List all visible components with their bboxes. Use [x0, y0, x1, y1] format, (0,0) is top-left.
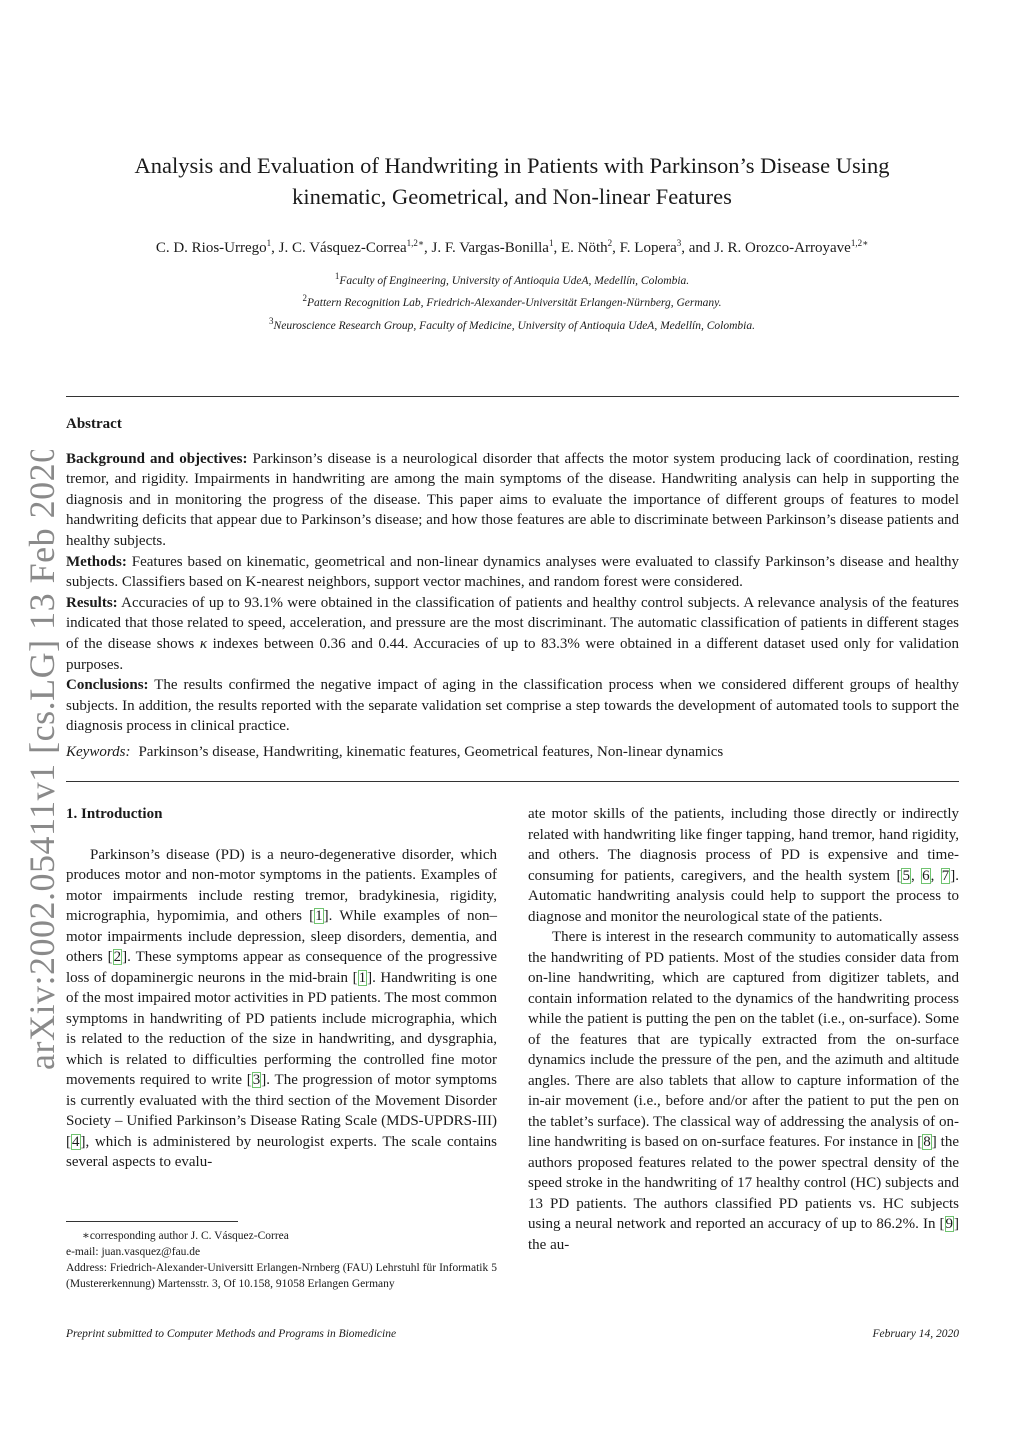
text-run: . These symptoms appear as consequence of the progressive loss of dopaminergic neurons in the mid-brain — [66, 949, 497, 986]
text-run: . Automatic handwriting analysis could help to support the process to diagnose and monitor the neurological state of the patients. — [528, 867, 960, 925]
abstract-bottom-rule — [66, 781, 959, 782]
text-run: There is interest in the research community to automatically assess the handwriting of PD patients. Most of the studies consider data from on-line handwriting, which are captured from digitizer tablets, and contain information related to the dynamics of the handwriting process while the patient is putting the pen on the tablet (i.e., on-surface). Some of the features that are typically extracted from the on-surface dynamics include the pressure of the pen, and the azimuth and altitude angles. There are also tablets that allow to capture information of the in-air movement (i.e., before and/or after the patient to put the pen on the tablet’s surface). The classical way of addressing the analysis of on-line handwriting is based on on-surface features. For instance in — [528, 929, 959, 1150]
affiliation — [66, 268, 958, 290]
text-run: ate motor skills of the patients, including those directly or indirectly related with handwriting like finger tapping, hand tremor, hand rigidity, and others. The diagnosis process of PD is expensive and time-consuming for patients, caregivers, and the health system — [528, 806, 959, 884]
abstract-methods — [66, 552, 959, 593]
footnotes — [66, 1228, 497, 1292]
keywords-label: Keywords: — [66, 744, 131, 760]
right-column — [528, 804, 959, 1255]
citation-link[interactable]: 5 — [902, 867, 910, 884]
footer-preprint-note: Preprint submitted to Computer Methods and Programs in Biomedicine — [66, 1328, 397, 1340]
abstract-top-rule — [66, 396, 959, 397]
author-affil-sup: 1 — [266, 238, 272, 248]
author-list — [66, 238, 958, 257]
paper-title — [66, 150, 958, 212]
footer-date: February 14, 2020 — [872, 1328, 959, 1340]
citation-link[interactable]: 8 — [923, 1134, 931, 1150]
author: J. C. Vásquez-Correa — [278, 240, 407, 256]
affiliation-sup: 3 — [269, 315, 274, 326]
title-line-1: Analysis and Evaluation of Handwriting in Patients with Parkinson’s Disease Using — [134, 153, 890, 178]
affiliation-text: Faculty of Engineering, University of Antioquia UdeA, Medellín, Colombia. — [339, 274, 690, 287]
abstract-conclusions — [66, 675, 959, 737]
abstract — [66, 414, 959, 737]
affiliation-text: Pattern Recognition Lab, Friedrich-Alexander-Universität Erlangen-Nürnberg, Germany. — [306, 297, 722, 310]
text-run: , which is administered by neurologist experts. The scale contains several aspects to evalu- — [66, 1133, 497, 1170]
author-affil-sup: 1,2∗ — [850, 238, 869, 248]
arxiv-side-stamp — [14, 450, 66, 1070]
text-run: . The progression of motor symptoms is currently evaluated with the third section of the Movement Disorder Society – Unified Parkinson’s Disease Rating Scale (MDS-UPDRS-III) — [66, 1072, 497, 1129]
page-footer — [66, 1328, 959, 1340]
background-text: Parkinson’s disease is a neurological disorder that affects the motor system producing lack of coordination, resting tremor, and rigidity. Impairments in handwriting are among the main symptoms of the disease. Handwriting analysis can help in supporting the diagnosis and in monitoring the progress of the disease. This paper aims to evaluate the importance of different groups of features to model handwriting deficits that appear due to Parkinson’s disease; and how those features are able to discriminate between Parkinson’s disease patients and healthy subjects. — [66, 450, 959, 549]
affiliation — [66, 290, 958, 312]
author: C. D. Rios-Urrego — [155, 240, 267, 256]
author-affil-sup: 2 — [607, 238, 613, 248]
author: J. F. Vargas-Bonilla — [431, 240, 549, 256]
affiliation-text: Neuroscience Research Group, Faculty of Medicine, University of Antioquia UdeA, Medellín, Colombia. — [273, 319, 755, 332]
affiliation-sup: 2 — [302, 293, 307, 304]
author: F. Lopera — [619, 240, 677, 256]
results-text: indexes between 0.36 and 0.44. Accuracies of up to 83.3% were obtained in a different dataset used only for validation purposes. — [66, 635, 959, 673]
author-sep: , — [424, 240, 432, 256]
intro-paragraph-1: Parkinson’s disease (PD) is a neuro-degenerative disorder, which produces motor and non-motor symptoms in the patients. Examples of motor impairments include resting tremor, bradykinesia, rigidity, micrographia, hypomimia, and others [1]. While examples of non–motor impairments include depression, sleep disorders, dementia, and others [2]. These symptoms appear as consequence of the progressive loss of dopaminergic neurons in the mid-brain [1]. Handwriting is one of the most impaired motor activities in PD patients. The most common symptoms in handwriting of PD patients include micrographia, which is related to the reduction of the size in handwriting, and dysgraphia, which is related to difficulties performing the controlled fine motor movements required to write [3]. The progression of motor symptoms is currently evaluated with the third section of the Movement Disorder Society – Unified Parkinson’s Disease Rating Scale (MDS-UPDRS-III) [4], which is administered by neurologist experts. The scale contains several aspects to evalu- — [66, 846, 498, 1170]
author-sep: , — [271, 240, 279, 256]
title-line-2: kinematic, Geometrical, and Non-linear Features — [292, 184, 732, 209]
intro-paragraph-2: There is interest in the research community to automatically assess the handwriting of PD patients. Most of the studies consider data from on-line handwriting, which are captured from digitizer tablets, and contain information related to the dynamics of the handwriting process while the patient is putting the pen on the tablet (i.e., on-surface). Some of the features that are typically extracted from the on-surface dynamics include the pressure of the pen, and the azimuth and altitude angles. There are also tablets that allow to capture information of the in-air movement (i.e., before and/or after the patient to put the pen on the tablet’s surface). The classical way of addressing the analysis of on-line handwriting is based on on-surface features. For instance in [8] the authors proposed features related to the power spectral density of the speed stroke in the handwriting of 17 healthy control (HC) subjects and 13 PD patients. The authors classified PD patients vs. HC subjects using a neural network and reported an accuracy of up to 86.2%. In [9] the au- — [528, 929, 960, 1253]
section-heading-introduction: 1. Introduction — [66, 806, 163, 822]
affiliation — [66, 313, 958, 335]
affiliations — [66, 268, 958, 335]
left-column — [66, 804, 497, 1173]
citation-link[interactable]: 1 — [315, 908, 323, 924]
citation-sep: , — [930, 867, 941, 884]
kappa-symbol: κ — [199, 635, 208, 652]
citation-link[interactable]: 7 — [941, 867, 950, 884]
text-run: the au- — [528, 1236, 570, 1253]
conclusions-label: Conclusions: — [66, 677, 149, 694]
citation-link[interactable]: 1 — [358, 969, 367, 986]
abstract-heading: Abstract — [66, 416, 122, 432]
citation-link[interactable]: 6 — [922, 867, 930, 884]
text-run: the authors proposed features related to the power spectral density of the speed stroke in the handwriting of 17 healthy control (HC) subjects and 13 PD patients. The authors classified PD patients vs. HC subjects using a neural network and reported an accuracy of up to 86.2%. In — [528, 1134, 960, 1232]
intro-paragraph-1-continued: ate motor skills of the patients, including those directly or indirectly related with handwriting like finger tapping, hand tremor, hand rigidity, and others. The diagnosis process of PD is expensive and time-consuming for patients, caregivers, and the health system [5, 6, 7]. Automatic handwriting analysis could help to support the process to diagnose and monitor the neurological state of the patients. — [528, 806, 960, 925]
citation-link[interactable]: 2 — [113, 949, 122, 965]
text-run: . Handwriting is one of the most impaired motor activities in PD patients. The most common symptoms in handwriting of PD patients include micrographia, which is related to the reduction of the size in handwriting, and dysgraphia, which is related to difficulties performing the controlled fine motor movements required to write — [66, 969, 498, 1088]
arxiv-stamp-text: arXiv:2002.05411v1 [cs.LG] 13 Feb 2020 — [22, 450, 62, 1070]
author-affil-sup: 1,2∗ — [406, 238, 425, 248]
footnote-rule — [66, 1221, 238, 1222]
keywords — [66, 744, 959, 761]
methods-text: Features based on kinematic, geometrical and non-linear dynamics analyses were evaluated to classify Parkinson’s disease and healthy subjects. Classifiers based on K-nearest neighbors, support vector machines, and random forest were considered. — [66, 553, 960, 591]
abstract-background — [66, 449, 959, 552]
author-sep: , — [612, 240, 620, 256]
methods-label: Methods: — [66, 553, 127, 570]
citation-sep: , — [910, 867, 922, 884]
citation-link[interactable]: 9 — [945, 1216, 953, 1232]
author: J. R. Orozco-Arroyave — [714, 240, 851, 256]
author: E. Nöth — [560, 240, 608, 256]
author-sep: , — [553, 240, 561, 256]
results-text: Accuracies of up to 93.1% were obtained in the classification of patients and healthy control subjects. A relevance analysis of the features indicated that those related to speed, acceleration, and pressure are the most discriminant. The automatic classification of patients in different stages of the disease shows — [66, 594, 959, 652]
keywords-text: Parkinson’s disease, Handwriting, kinematic features, Geometrical features, Non-linear dynamics — [138, 744, 724, 760]
conclusions-text: The results confirmed the negative impact of aging in the classification process when we considered different groups of healthy subjects. In addition, the results reported with the separate validation set comprise a step towards the development of automated tools to support the diagnosis process in clinical practice. — [66, 677, 960, 735]
background-label: Background and objectives: — [66, 450, 248, 467]
footnote-address: Address: Friedrich-Alexander-Universitt Erlangen-Nrnberg (FAU) Lehrstuhl für Informatik 5 (Mustererkennung) Martensstr. 3, Of 10.158, 91058 Erlangen Germany — [66, 1262, 497, 1290]
results-label: Results: — [66, 594, 118, 611]
author-affil-sup: 3 — [676, 238, 682, 248]
footnote-corresponding: ∗corresponding author J. C. Vásquez-Correa — [82, 1230, 289, 1242]
author-sep: , and — [681, 240, 715, 256]
author-affil-sup: 1 — [548, 238, 554, 248]
text-run: . While examples of non–motor impairments include depression, sleep disorders, dementia, and others — [66, 908, 497, 965]
abstract-results — [66, 593, 959, 675]
citation-link[interactable]: 3 — [252, 1072, 261, 1088]
text-run: Parkinson’s disease (PD) is a neuro-degenerative disorder, which produces motor and non-motor symptoms in the patients. Examples of motor impairments include resting tremor, bradykinesia, rigidity, micrographia, hypomimia, and others — [66, 846, 497, 924]
footnote-email: e-mail: juan.vasquez@fau.de — [66, 1246, 201, 1258]
citation-link[interactable]: 4 — [72, 1133, 80, 1150]
affiliation-sup: 1 — [334, 271, 340, 281]
